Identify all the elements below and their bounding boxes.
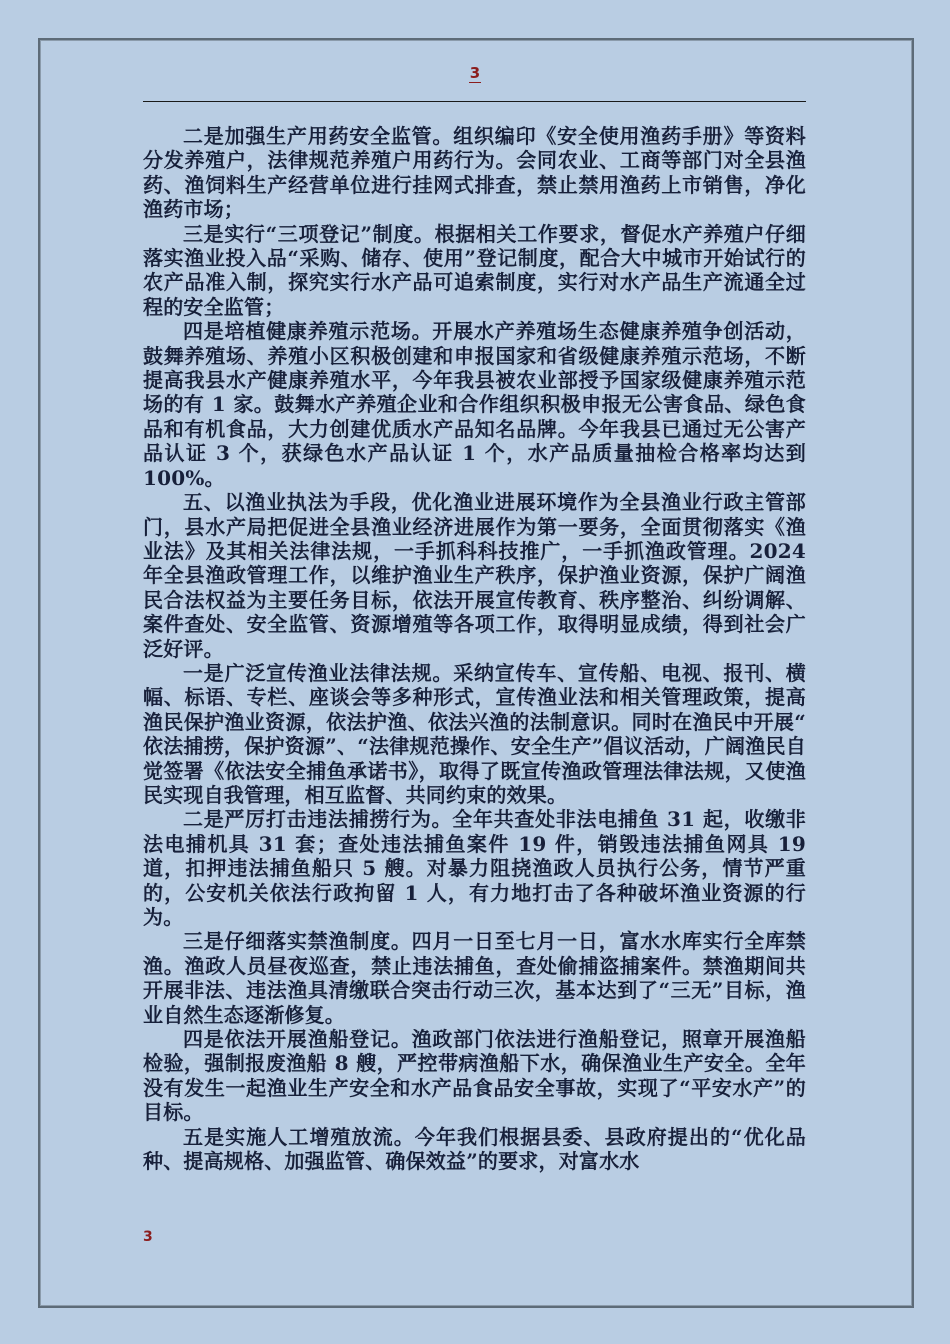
paragraph: 三是实行“三项登记”制度。根据相关工作要求，督促水产养殖户仔细落实渔业投入品“采购、储存、使用”登记制度，配合大中城市开始试行的农产品准入制，探究实行水产品可追索制度，实行对水产品生产流通全过程的安全监管； xyxy=(143,221,806,319)
header-page-number: 3 xyxy=(469,64,481,82)
paragraph: 二是严厉打击违法捕捞行为。全年共查处非法电捕鱼 31 起，收缴非法电捕机具 31 套；查处违法捕鱼案件 19 件，销毁违法捕鱼网具 19 道，扣押违法捕鱼船只 5 艘。对暴力阻挠渔政人员执行公务，情节严重的，公安机关依法行政拘留 1 人，有力地打击了各种破坏渔业资源的行为。 xyxy=(143,807,806,929)
paragraph: 一是广泛宣传渔业法律法规。采纳宣传车、宣传船、电视、报刊、横幅、标语、专栏、座谈会等多种形式，宣传渔业法和相关管理政策，提高渔民保护渔业资源，依法护渔、依法兴渔的法制意识。同时在渔民中开展“ 依法捕捞，保护资源”、“法律规范操作、安全生产”倡议活动，广阔渔民自觉签署《依法安全捕鱼承诺书》，取得了既宣传渔政管理法律法规，又使渔民实现自我管理，相互监督、共同约束的效果。 xyxy=(143,660,806,807)
footer-page-number: 3 xyxy=(143,1229,153,1245)
paragraph: 二是加强生产用药安全监管。组织编印《安全使用渔药手册》等资料分发养殖户，法律规范养殖户用药行为。会同农业、工商等部门对全县渔药、渔饲料生产经营单位进行挂网式排查，禁止禁用渔药上市销售，净化渔药市场； xyxy=(143,124,806,222)
paragraph: 四是依法开展渔船登记。渔政部门依法进行渔船登记，照章开展渔船检验，强制报废渔船 8 艘，严控带病渔船下水，确保渔业生产安全。全年没有发生一起渔业生产安全和水产品食品安全事故，实现了“平安水产”的目标。 xyxy=(143,1027,806,1125)
paragraph: 五是实施人工增殖放流。今年我们根据县委、县政府提出的“优化品种、提高规格、加强监管、确保效益”的要求，对富水水 xyxy=(143,1124,806,1174)
paragraph: 五、以渔业执法为手段，优化渔业进展环境作为全县渔业行政主管部门，县水产局把促进全县渔业经济进展作为第一要务，全面贯彻落实《渔业法》及其相关法律法规，一手抓科科技推广，一手抓渔政管理。2024 年全县渔政管理工作，以维护渔业生产秩序，保护渔业资源，保护广阔渔民合法权益为主要任务目标，依法开展宣传教育、秩序整治、纠纷调解、案件查处、安全监管、资源增殖等各项工作，取得明显成绩，得到社会广泛好评。 xyxy=(143,490,806,661)
header-divider xyxy=(143,101,806,102)
paragraph: 三是仔细落实禁渔制度。四月一日至七月一日，富水水库实行全库禁渔。渔政人员昼夜巡查，禁止违法捕鱼，查处偷捕盗捕案件。禁渔期间共开展非法、违法渔具清缴联合突击行动三次，基本达到了“三无”目标，渔业自然生态逐渐修复。 xyxy=(143,929,806,1027)
document-body xyxy=(143,124,806,1173)
paragraph: 四是培植健康养殖示范场。开展水产养殖场生态健康养殖争创活动，鼓舞养殖场、养殖小区积极创建和申报国家和省级健康养殖示范场，不断提高我县水产健康养殖水平，今年我县被农业部授予国家级健康养殖示范场的有 1 家。鼓舞水产养殖企业和合作组织积极申报无公害食品、绿色食品和有机食品，大力创建优质水产品知名品牌。今年我县已通过无公害产品认证 3 个，获绿色水产品认证 1 个，水产品质量抽检合格率均达到 100%。 xyxy=(143,319,806,490)
